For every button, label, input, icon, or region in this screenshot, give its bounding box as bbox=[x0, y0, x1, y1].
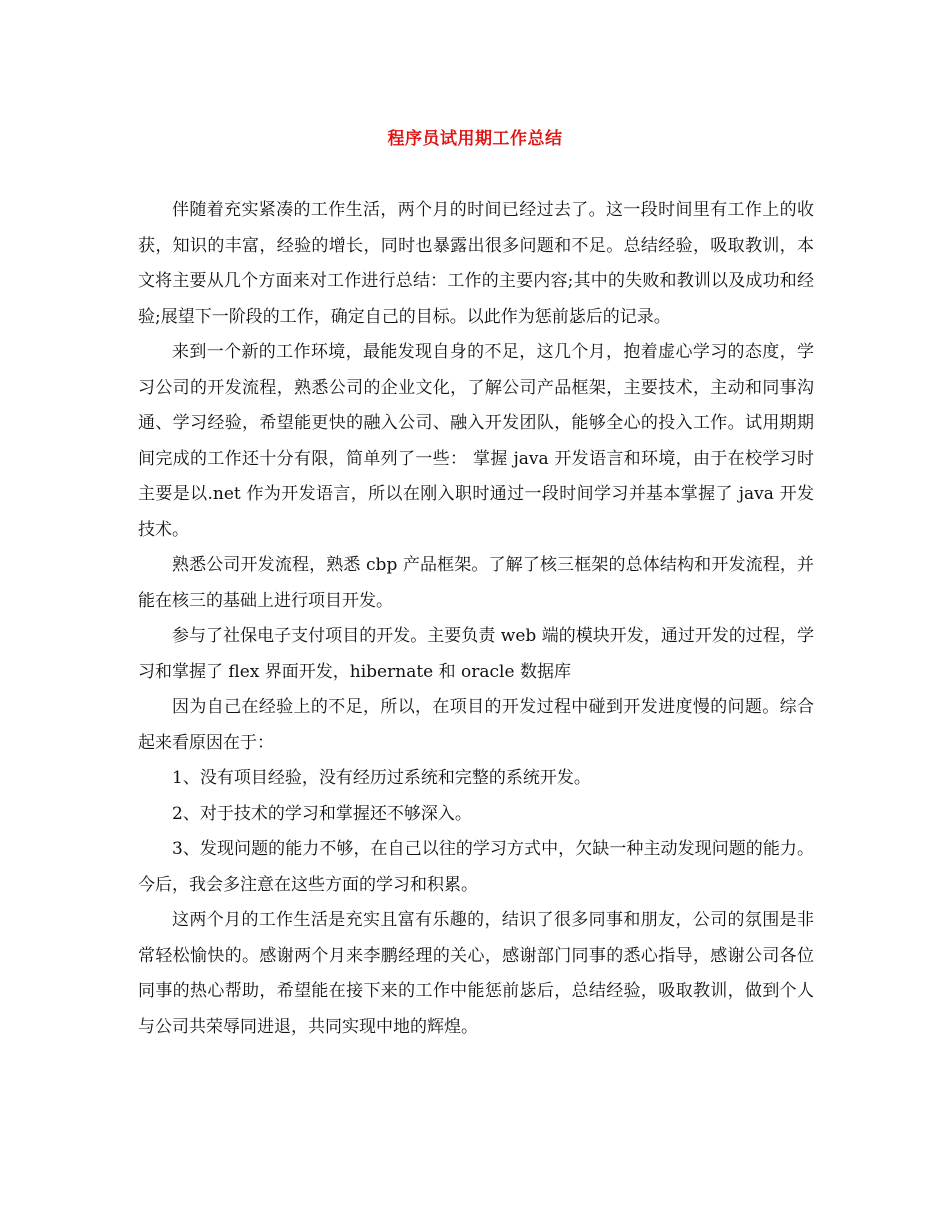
paragraph-shortcomings: 因为自己在经验上的不足，所以，在项目的开发过程中碰到开发进度慢的问题。综合起来看原因在于： bbox=[138, 697, 814, 753]
document-body bbox=[138, 193, 814, 1045]
list-item-2: 2、对于技术的学习和掌握还不够深入。 bbox=[172, 803, 472, 824]
list-item-3: 3、发现问题的能力不够，在自己以往的学习方式中，欠缺一种主动发现问题的能力。今后，我会多注意在这些方面的学习和积累。 bbox=[138, 839, 814, 895]
paragraph-project: 参与了社保电子支付项目的开发。主要负责 web 端的模块开发，通过开发的过程，学习和掌握了 flex 界面开发，hibernate 和 oracle 数据库 bbox=[138, 626, 814, 682]
paragraph-framework: 熟悉公司开发流程，熟悉 cbp 产品框架。了解了核三框架的总体结构和开发流程，并能在核三的基础上进行项目开发。 bbox=[138, 555, 814, 611]
paragraph-intro: 伴随着充实紧凑的工作生活，两个月的时间已经过去了。这一段时间里有工作上的收获，知识的丰富，经验的增长，同时也暴露出很多问题和不足。总结经验，吸取教训，本文将主要从几个方面来对工作进行总结：工作的主要内容;其中的失败和教训以及成功和经验;展望下一阶段的工作，确定自己的目标。以此作为惩前毖后的记录。 bbox=[138, 200, 814, 327]
list-item-1: 1、没有项目经验，没有经历过系统和完整的系统开发。 bbox=[172, 768, 591, 788]
document-title: 程序员试用期工作总结 bbox=[387, 129, 563, 149]
paragraph-closing: 这两个月的工作生活是充实且富有乐趣的，结识了很多同事和朋友，公司的氛围是非常轻松愉快的。感谢两个月来李鹏经理的关心，感谢部门同事的悉心指导，感谢公司各位同事的热心帮助，希望能在接下来的工作中能惩前毖后，总结经验，吸取教训，做到个人与公司共荣辱同进退，共同实现中地的辉煌。 bbox=[138, 910, 814, 1037]
paragraph-work-content: 来到一个新的工作环境，最能发现自身的不足，这几个月，抱着虚心学习的态度，学习公司的开发流程，熟悉公司的企业文化，了解公司产品框架，主要技术，主动和同事沟通、学习经验，希望能更快的融入公司、融入开发团队，能够全心的投入工作。试用期期间完成的工作还十分有限，简单列了一些： 掌握 java 开发语言和环境，由于在校学习时主要是以.net 作为开发语言，所以在刚入职时通过一段时间学习并基本掌握了 java 开发技术。 bbox=[138, 342, 814, 540]
